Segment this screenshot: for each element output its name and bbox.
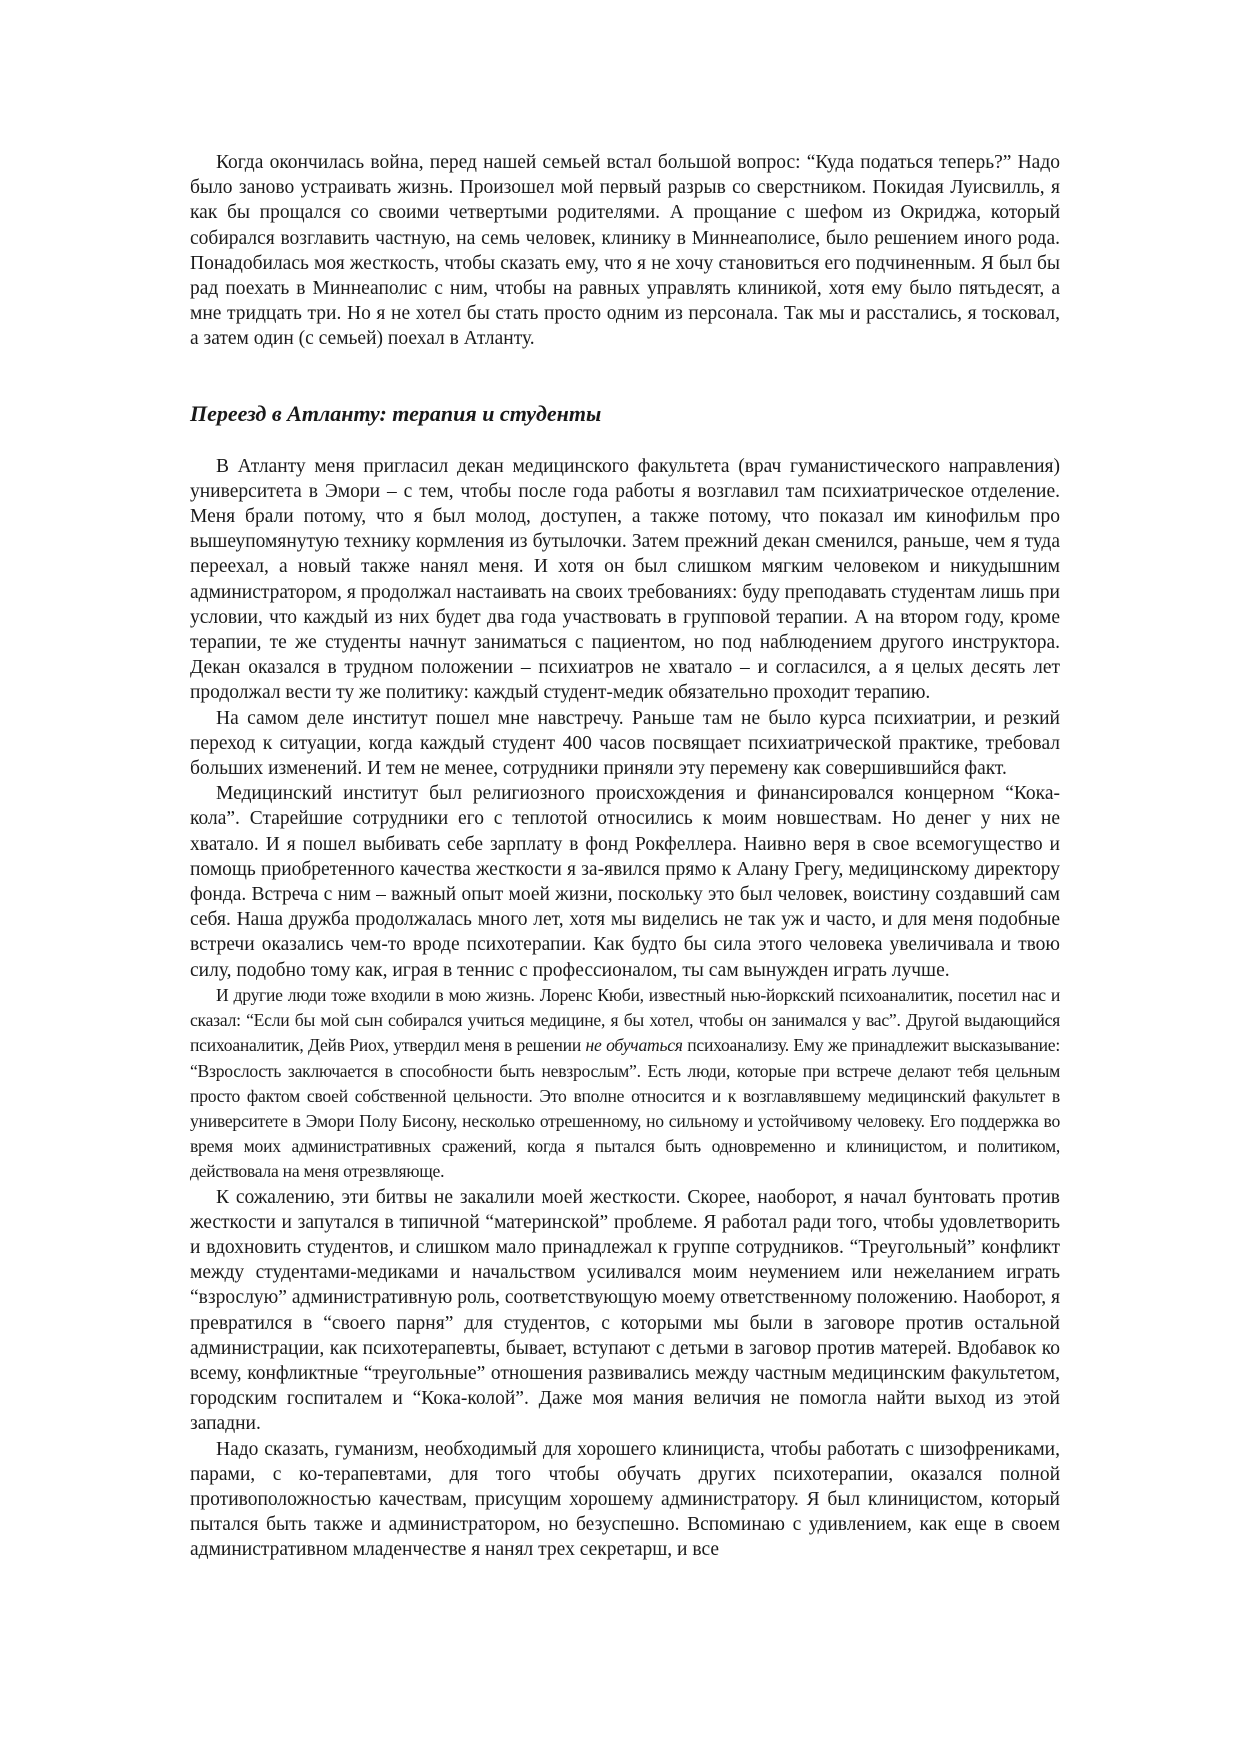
paragraph-4-emphasis: не обучаться [585,1035,683,1056]
document-body [190,150,1060,1563]
body-paragraph-4 [190,983,1060,1185]
body-paragraph-2: На самом деле институт пошел мне навстречу. Раньше там не было курса психиатрии, и резкий переход к ситуации, когда каждый студент 400 часов посвящает психиатрической практике, требовал больших изменений. И тем не менее, сотрудники приняли эту перемену как совершившийся факт. [190,707,1060,780]
intro-paragraph: Когда окончилась война, перед нашей семьей встал большой вопрос: “Куда податься теперь?” Надо было заново устраивать жизнь. Произошел мой первый разрыв со сверстником. Покидая Луисвилль, я как бы прощался со своими четвертыми родителями. А прощание с шефом из Окриджа, который собирался возглавить частную, на семь человек, клинику в Миннеаполисе, было решением иного рода. Понадобилась моя жесткость, чтобы сказать ему, что я не хочу становиться его подчиненным. Я был бы рад поехать в Миннеаполис с ним, чтобы на равных управлять клиникой, хотя ему было пятьдесят, а мне тридцать три. Но я не хотел бы стать просто одним из персонала. Так мы и расстались, я тосковал, а затем один (с семьей) поехал в Атланту. [190,152,1060,350]
section-heading: Переезд в Атланту: терапия и студенты [190,400,602,426]
paragraph-4-text-start: И другие люди тоже входили в мою жизнь. Лоренс Кюби, известный нью-йоркский психоаналитик, посетил нас и сказал: “Если бы мой сын собирался учиться медицине, я бы хотел, чтобы он занимался у вас”. Другой выдающийся психоаналитик, Дейв Риох, утвердил меня в решении [190,984,1060,1056]
body-paragraph-5: К сожалению, эти битвы не закалили моей жесткости. Скорее, наоборот, я начал бунтовать против жесткости и запутался в типичной “материнской” проблеме. Я работал ради того, чтобы удовлетворить и вдохновить студентов, и слишком мало принадлежал к группе сотрудников. “Треугольный” конфликт между студентами-медиками и начальством усиливался моим неумением или нежеланием играть “взрослую” административную роль, соответствующую моему ответственному положению. Наоборот, я превратился в “своего парня” для студентов, с которыми мы были в заговоре против остальной администрации, как психотерапевты, бывает, вступают с детьми в заговор против матерей. Вдобавок ко всему, конфликтные “треугольные” отношения развивались между частным медицинским факультетом, городским госпиталем и “Кока-колой”. Даже моя мания величия не помогла найти выход из этой западни. [190,1186,1060,1435]
paragraph-4-text-end: психоанализу. Ему же принадлежит высказывание: “Взрослость заключается в способности быть невзрослым”. Есть люди, которые при встрече делают тебя цельным просто фактом своей собственной цельности. Это вполне относится и к возглавлявшему медицинский факультет в университете в Эмори Полу Бисону, несколько отрешенному, но сильному и устойчивому человеку. Его поддержка во время моих административных сражений, когда я пытался быть одновременно и клиницистом, и политиком, действовала на меня отрезвляюще. [190,1035,1060,1182]
body-paragraph-1: В Атланту меня пригласил декан медицинского факультета (врач гуманистического направления) университета в Эмори – с тем, чтобы после года работы я возглавил там психиатрическое отделение. Меня брали потому, что я был молод, доступен, а также потому, что показал им кинофильм про вышеупомянутую технику кормления из бутылочки. Затем прежний декан сменился, раньше, чем я туда переехал, а новый также нанял меня. И хотя он был слишком мягким человеком и никудышним администратором, я продолжал настаивать на своих требованиях: буду преподавать студентам лишь при условии, что каждый из них будет два года участвовать в групповой терапии. А на втором году, кроме терапии, те же студенты начнут заниматься с пациентом, но под наблюдением другого инструктора. Декан оказался в трудном положении – психиатров не хватало – и согласился, а я целых десять лет продолжал вести ту же политику: каждый студент-медик обязательно проходит терапию. [190,455,1060,704]
body-paragraph-3: Медицинский институт был религиозного происхождения и финансировался концерном “Кока-кола”. Старейшие сотрудники его с теплотой относились к моим новшествам. Но денег у них не хватало. И я пошел выбивать себе зарплату в фонд Рокфеллера. Наивно веря в свое всемогущество и помощь приобретенного качества жесткости я за-явился прямо к Алану Грегу, медицинскому директору фонда. Встреча с ним – важный опыт моей жизни, поскольку это был человек, воистину создавший сам себя. Наша дружба продолжалась много лет, хотя мы виделись не так уж и часто, и для меня подобные встречи оказались чем-то вроде психотерапии. Как будто бы сила этого человека увеличивала и твою силу, подобно тому как, играя в теннис с профессионалом, ты сам вынужден играть лучше. [190,783,1060,981]
body-paragraph-6: Надо сказать, гуманизм, необходимый для хорошего клинициста, чтобы работать с шизофрениками, парами, с ко-терапевтами, для того чтобы обучать других психотерапии, оказался полной противоположностью качествам, присущим хорошему администратору. Я был клиницистом, который пытался быть также и администратором, но безуспешно. Вспоминаю с удивлением, как еще в своем административном младенчестве я нанял трех секретарш, и все [190,1438,1060,1561]
